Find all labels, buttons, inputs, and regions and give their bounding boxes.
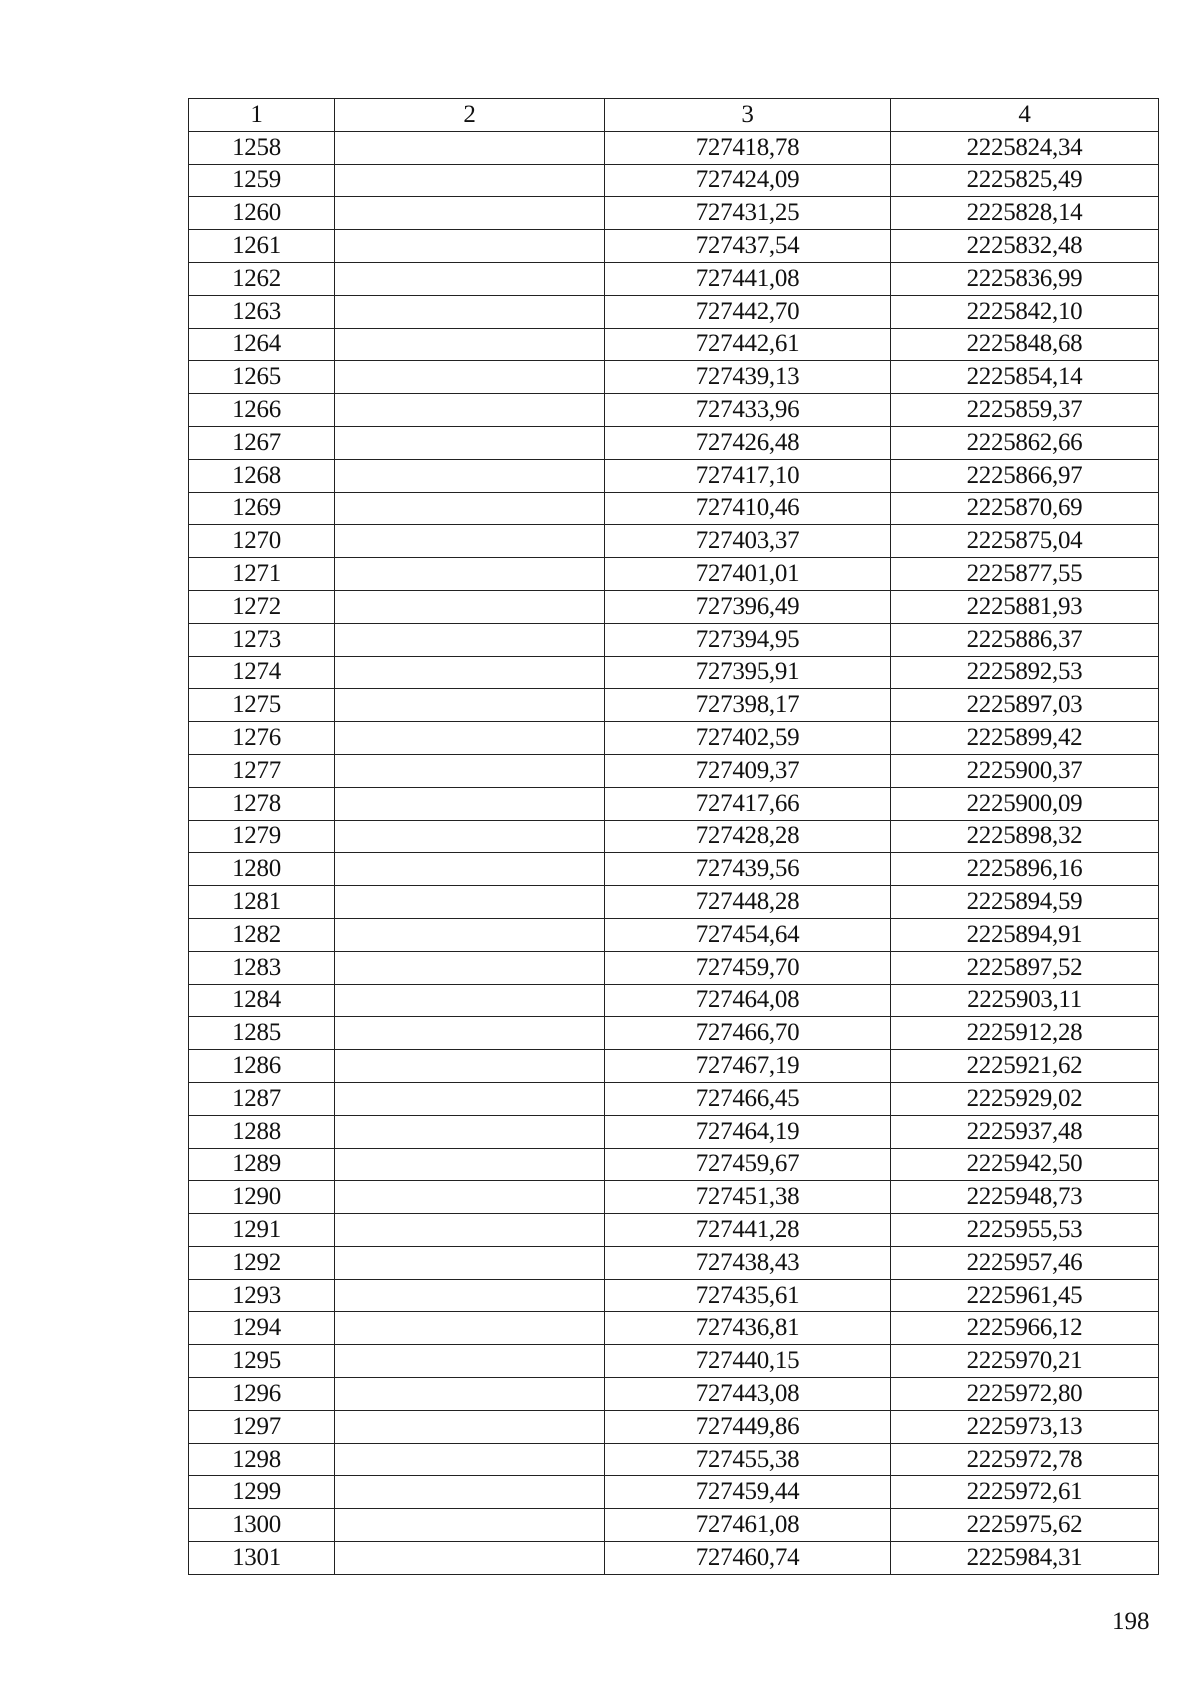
description-cell [335, 656, 605, 689]
x-coordinate-cell: 727433,96 [605, 394, 891, 427]
y-coordinate-cell: 2225832,48 [891, 230, 1159, 263]
table-row [189, 1312, 1159, 1345]
description-cell [335, 820, 605, 853]
y-coordinate-cell: 2225900,09 [891, 787, 1159, 820]
table-row [189, 984, 1159, 1017]
description-cell [335, 754, 605, 787]
table-row [189, 1410, 1159, 1443]
description-cell [335, 1181, 605, 1214]
table-row [189, 918, 1159, 951]
x-coordinate-cell: 727459,44 [605, 1476, 891, 1509]
table-row [189, 1509, 1159, 1542]
description-cell [335, 164, 605, 197]
point-number-cell: 1266 [189, 394, 335, 427]
table-row [189, 558, 1159, 591]
y-coordinate-cell: 2225961,45 [891, 1279, 1159, 1312]
point-number-cell: 1259 [189, 164, 335, 197]
point-number-cell: 1273 [189, 623, 335, 656]
table-row [189, 1345, 1159, 1378]
description-cell [335, 1246, 605, 1279]
y-coordinate-cell: 2225973,13 [891, 1410, 1159, 1443]
table-row [189, 1017, 1159, 1050]
y-coordinate-cell: 2225848,68 [891, 328, 1159, 361]
table-row [189, 1443, 1159, 1476]
description-cell [335, 722, 605, 755]
x-coordinate-cell: 727442,61 [605, 328, 891, 361]
table-row [189, 1181, 1159, 1214]
y-coordinate-cell: 2225866,97 [891, 459, 1159, 492]
table-header [189, 99, 1159, 132]
y-coordinate-cell: 2225824,34 [891, 131, 1159, 164]
table-row [189, 328, 1159, 361]
description-cell [335, 623, 605, 656]
table-row [189, 1378, 1159, 1411]
x-coordinate-cell: 727410,46 [605, 492, 891, 525]
point-number-cell: 1287 [189, 1082, 335, 1115]
y-coordinate-cell: 2225894,59 [891, 886, 1159, 919]
point-number-cell: 1291 [189, 1214, 335, 1247]
page-number: 198 [1112, 1608, 1150, 1635]
table-row [189, 656, 1159, 689]
x-coordinate-cell: 727395,91 [605, 656, 891, 689]
point-number-cell: 1289 [189, 1148, 335, 1181]
description-cell [335, 1476, 605, 1509]
table-row [189, 623, 1159, 656]
y-coordinate-cell: 2225937,48 [891, 1115, 1159, 1148]
table-row [189, 1082, 1159, 1115]
point-number-cell: 1295 [189, 1345, 335, 1378]
description-cell [335, 1542, 605, 1575]
x-coordinate-cell: 727448,28 [605, 886, 891, 919]
point-number-cell: 1282 [189, 918, 335, 951]
x-coordinate-cell: 727438,43 [605, 1246, 891, 1279]
y-coordinate-cell: 2225854,14 [891, 361, 1159, 394]
description-cell [335, 426, 605, 459]
y-coordinate-cell: 2225970,21 [891, 1345, 1159, 1378]
table-row [189, 525, 1159, 558]
table-row [189, 230, 1159, 263]
table-row [189, 426, 1159, 459]
x-coordinate-cell: 727459,70 [605, 951, 891, 984]
point-number-cell: 1294 [189, 1312, 335, 1345]
description-cell [335, 1082, 605, 1115]
table-row [189, 590, 1159, 623]
y-coordinate-cell: 2225942,50 [891, 1148, 1159, 1181]
x-coordinate-cell: 727417,10 [605, 459, 891, 492]
point-number-cell: 1298 [189, 1443, 335, 1476]
y-coordinate-cell: 2225894,91 [891, 918, 1159, 951]
description-cell [335, 984, 605, 1017]
description-cell [335, 1509, 605, 1542]
column-header-4: 4 [891, 99, 1159, 132]
point-number-cell: 1267 [189, 426, 335, 459]
point-number-cell: 1258 [189, 131, 335, 164]
x-coordinate-cell: 727398,17 [605, 689, 891, 722]
description-cell [335, 295, 605, 328]
point-number-cell: 1292 [189, 1246, 335, 1279]
description-cell [335, 951, 605, 984]
point-number-cell: 1288 [189, 1115, 335, 1148]
x-coordinate-cell: 727431,25 [605, 197, 891, 230]
point-number-cell: 1281 [189, 886, 335, 919]
table-row [189, 886, 1159, 919]
point-number-cell: 1269 [189, 492, 335, 525]
point-number-cell: 1277 [189, 754, 335, 787]
table-row [189, 1279, 1159, 1312]
table-row [189, 459, 1159, 492]
y-coordinate-cell: 2225898,32 [891, 820, 1159, 853]
y-coordinate-cell: 2225836,99 [891, 262, 1159, 295]
table-row [189, 689, 1159, 722]
point-number-cell: 1274 [189, 656, 335, 689]
point-number-cell: 1285 [189, 1017, 335, 1050]
point-number-cell: 1272 [189, 590, 335, 623]
x-coordinate-cell: 727418,78 [605, 131, 891, 164]
x-coordinate-cell: 727417,66 [605, 787, 891, 820]
x-coordinate-cell: 727436,81 [605, 1312, 891, 1345]
point-number-cell: 1260 [189, 197, 335, 230]
table-row [189, 722, 1159, 755]
y-coordinate-cell: 2225903,11 [891, 984, 1159, 1017]
y-coordinate-cell: 2225972,78 [891, 1443, 1159, 1476]
table-row [189, 1214, 1159, 1247]
description-cell [335, 558, 605, 591]
table-row [189, 1246, 1159, 1279]
table-row [189, 197, 1159, 230]
description-cell [335, 1279, 605, 1312]
x-coordinate-cell: 727439,13 [605, 361, 891, 394]
x-coordinate-cell: 727394,95 [605, 623, 891, 656]
description-cell [335, 1214, 605, 1247]
description-cell [335, 1017, 605, 1050]
table-row [189, 787, 1159, 820]
description-cell [335, 1312, 605, 1345]
point-number-cell: 1293 [189, 1279, 335, 1312]
description-cell [335, 459, 605, 492]
x-coordinate-cell: 727455,38 [605, 1443, 891, 1476]
x-coordinate-cell: 727424,09 [605, 164, 891, 197]
x-coordinate-cell: 727401,01 [605, 558, 891, 591]
description-cell [335, 262, 605, 295]
table-row [189, 1542, 1159, 1575]
description-cell [335, 492, 605, 525]
point-number-cell: 1290 [189, 1181, 335, 1214]
description-cell [335, 525, 605, 558]
y-coordinate-cell: 2225897,52 [891, 951, 1159, 984]
y-coordinate-cell: 2225975,62 [891, 1509, 1159, 1542]
description-cell [335, 886, 605, 919]
table-row [189, 1050, 1159, 1083]
point-number-cell: 1262 [189, 262, 335, 295]
description-cell [335, 1050, 605, 1083]
point-number-cell: 1299 [189, 1476, 335, 1509]
x-coordinate-cell: 727467,19 [605, 1050, 891, 1083]
y-coordinate-cell: 2225886,37 [891, 623, 1159, 656]
x-coordinate-cell: 727454,64 [605, 918, 891, 951]
x-coordinate-cell: 727439,56 [605, 853, 891, 886]
table-row [189, 492, 1159, 525]
point-number-cell: 1301 [189, 1542, 335, 1575]
point-number-cell: 1271 [189, 558, 335, 591]
description-cell [335, 230, 605, 263]
x-coordinate-cell: 727441,28 [605, 1214, 891, 1247]
x-coordinate-cell: 727464,08 [605, 984, 891, 1017]
column-header-2: 2 [335, 99, 605, 132]
table-row [189, 853, 1159, 886]
y-coordinate-cell: 2225957,46 [891, 1246, 1159, 1279]
y-coordinate-cell: 2225842,10 [891, 295, 1159, 328]
x-coordinate-cell: 727402,59 [605, 722, 891, 755]
table-row [189, 1148, 1159, 1181]
description-cell [335, 1148, 605, 1181]
column-header-1: 1 [189, 99, 335, 132]
description-cell [335, 590, 605, 623]
point-number-cell: 1279 [189, 820, 335, 853]
point-number-cell: 1264 [189, 328, 335, 361]
x-coordinate-cell: 727460,74 [605, 1542, 891, 1575]
table-row [189, 131, 1159, 164]
point-number-cell: 1283 [189, 951, 335, 984]
description-cell [335, 328, 605, 361]
point-number-cell: 1296 [189, 1378, 335, 1411]
description-cell [335, 1378, 605, 1411]
y-coordinate-cell: 2225862,66 [891, 426, 1159, 459]
x-coordinate-cell: 727435,61 [605, 1279, 891, 1312]
point-number-cell: 1261 [189, 230, 335, 263]
y-coordinate-cell: 2225929,02 [891, 1082, 1159, 1115]
x-coordinate-cell: 727437,54 [605, 230, 891, 263]
description-cell [335, 918, 605, 951]
description-cell [335, 131, 605, 164]
y-coordinate-cell: 2225972,61 [891, 1476, 1159, 1509]
description-cell [335, 787, 605, 820]
y-coordinate-cell: 2225892,53 [891, 656, 1159, 689]
y-coordinate-cell: 2225877,55 [891, 558, 1159, 591]
table-row [189, 295, 1159, 328]
x-coordinate-cell: 727441,08 [605, 262, 891, 295]
x-coordinate-cell: 727443,08 [605, 1378, 891, 1411]
y-coordinate-cell: 2225896,16 [891, 853, 1159, 886]
point-number-cell: 1275 [189, 689, 335, 722]
x-coordinate-cell: 727466,45 [605, 1082, 891, 1115]
table-row [189, 820, 1159, 853]
description-cell [335, 1410, 605, 1443]
description-cell [335, 197, 605, 230]
point-number-cell: 1297 [189, 1410, 335, 1443]
point-number-cell: 1284 [189, 984, 335, 1017]
header-row [189, 99, 1159, 132]
point-number-cell: 1276 [189, 722, 335, 755]
point-number-cell: 1268 [189, 459, 335, 492]
y-coordinate-cell: 2225972,80 [891, 1378, 1159, 1411]
x-coordinate-cell: 727426,48 [605, 426, 891, 459]
table-row [189, 164, 1159, 197]
x-coordinate-cell: 727428,28 [605, 820, 891, 853]
table-body [189, 131, 1159, 1574]
table-row [189, 1115, 1159, 1148]
x-coordinate-cell: 727459,67 [605, 1148, 891, 1181]
x-coordinate-cell: 727466,70 [605, 1017, 891, 1050]
description-cell [335, 1345, 605, 1378]
description-cell [335, 689, 605, 722]
y-coordinate-cell: 2225899,42 [891, 722, 1159, 755]
y-coordinate-cell: 2225912,28 [891, 1017, 1159, 1050]
y-coordinate-cell: 2225881,93 [891, 590, 1159, 623]
y-coordinate-cell: 2225921,62 [891, 1050, 1159, 1083]
x-coordinate-cell: 727396,49 [605, 590, 891, 623]
table-row [189, 394, 1159, 427]
point-number-cell: 1286 [189, 1050, 335, 1083]
x-coordinate-cell: 727451,38 [605, 1181, 891, 1214]
x-coordinate-cell: 727449,86 [605, 1410, 891, 1443]
description-cell [335, 1443, 605, 1476]
y-coordinate-cell: 2225828,14 [891, 197, 1159, 230]
description-cell [335, 853, 605, 886]
y-coordinate-cell: 2225825,49 [891, 164, 1159, 197]
table-row [189, 1476, 1159, 1509]
y-coordinate-cell: 2225984,31 [891, 1542, 1159, 1575]
x-coordinate-cell: 727440,15 [605, 1345, 891, 1378]
description-cell [335, 1115, 605, 1148]
y-coordinate-cell: 2225875,04 [891, 525, 1159, 558]
y-coordinate-cell: 2225966,12 [891, 1312, 1159, 1345]
x-coordinate-cell: 727464,19 [605, 1115, 891, 1148]
point-number-cell: 1278 [189, 787, 335, 820]
x-coordinate-cell: 727403,37 [605, 525, 891, 558]
table-row [189, 262, 1159, 295]
y-coordinate-cell: 2225955,53 [891, 1214, 1159, 1247]
point-number-cell: 1270 [189, 525, 335, 558]
y-coordinate-cell: 2225870,69 [891, 492, 1159, 525]
column-header-3: 3 [605, 99, 891, 132]
table-row [189, 951, 1159, 984]
table-row [189, 361, 1159, 394]
point-number-cell: 1300 [189, 1509, 335, 1542]
x-coordinate-cell: 727409,37 [605, 754, 891, 787]
x-coordinate-cell: 727442,70 [605, 295, 891, 328]
table-row [189, 754, 1159, 787]
point-number-cell: 1265 [189, 361, 335, 394]
y-coordinate-cell: 2225900,37 [891, 754, 1159, 787]
description-cell [335, 361, 605, 394]
y-coordinate-cell: 2225897,03 [891, 689, 1159, 722]
point-number-cell: 1263 [189, 295, 335, 328]
point-number-cell: 1280 [189, 853, 335, 886]
coordinates-table [188, 98, 1159, 1575]
description-cell [335, 394, 605, 427]
y-coordinate-cell: 2225948,73 [891, 1181, 1159, 1214]
y-coordinate-cell: 2225859,37 [891, 394, 1159, 427]
x-coordinate-cell: 727461,08 [605, 1509, 891, 1542]
